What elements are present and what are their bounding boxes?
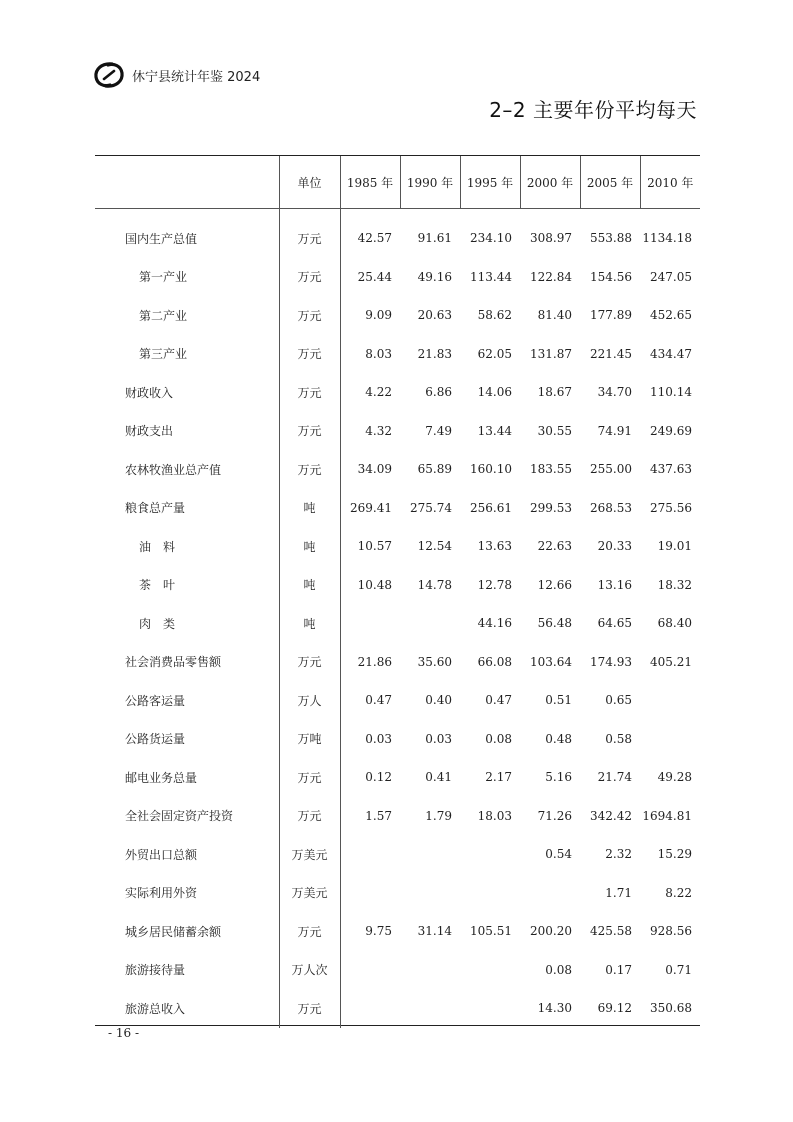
table-cell: 113.44 [470, 269, 512, 284]
table-cell: 0.12 [340, 758, 400, 797]
table-cell: 1.79 [425, 808, 452, 823]
table-cell: 0.47 [340, 681, 400, 720]
table-cell: 56.48 [537, 616, 572, 631]
table-cell: 0.51 [545, 693, 572, 708]
row-unit: 吨 [279, 527, 340, 566]
table-cell: 160.10 [470, 462, 512, 477]
row-unit: 万元 [279, 758, 340, 797]
row-unit: 万美元 [279, 874, 340, 913]
table-cell: 154.56 [590, 269, 632, 284]
table-cell: 25.44 [340, 258, 400, 297]
table-cell: 1694.81 [642, 808, 692, 823]
table-cell: 553.88 [590, 231, 632, 246]
row-label: 财政收入 [125, 385, 174, 400]
table-row [95, 720, 700, 759]
table-row [95, 373, 700, 412]
table-cell: 12.78 [477, 577, 512, 592]
table-cell: 64.65 [597, 616, 632, 631]
table-row [95, 258, 700, 297]
header-year: 2010 年 [640, 156, 700, 209]
table-row [95, 835, 700, 874]
row-label: 公路客运量 [125, 693, 186, 708]
row-label: 社会消费品零售额 [125, 655, 222, 670]
table-cell: 177.89 [590, 308, 632, 323]
table-cell: 69.12 [597, 1001, 632, 1016]
table-cell: 13.16 [597, 577, 632, 592]
table-cell: 5.16 [545, 770, 572, 785]
table-cell: 434.47 [650, 346, 692, 361]
table-cell: 0.08 [545, 962, 572, 977]
table-cell: 71.26 [537, 808, 572, 823]
table-row [95, 527, 700, 566]
row-unit: 万元 [279, 912, 340, 951]
table-cell: 2.17 [485, 770, 512, 785]
table-cell: 452.65 [650, 308, 692, 323]
table-row [95, 566, 700, 605]
table-cell: 10.57 [340, 527, 400, 566]
table-cell: 1.71 [605, 885, 632, 900]
table-cell [460, 835, 520, 874]
table-cell: 21.83 [417, 346, 452, 361]
header-corner [95, 156, 279, 209]
table-cell: 81.40 [537, 308, 572, 323]
table-body [95, 209, 700, 1028]
row-unit: 万吨 [279, 720, 340, 759]
table-row [95, 604, 700, 643]
row-label: 邮电业务总量 [125, 770, 198, 785]
yearbook-logo-icon [92, 60, 126, 90]
table-cell: 2.32 [605, 847, 632, 862]
table-cell: 105.51 [470, 924, 512, 939]
table-cell: 18.32 [657, 577, 692, 592]
table-cell: 255.00 [590, 462, 632, 477]
table-cell: 7.49 [425, 423, 452, 438]
table-cell: 0.58 [605, 731, 632, 746]
table-cell: 0.54 [545, 847, 572, 862]
table-cell: 8.03 [340, 335, 400, 374]
row-unit: 万元 [279, 209, 340, 258]
table-cell: 0.03 [425, 731, 452, 746]
table-cell: 247.05 [650, 269, 692, 284]
table-cell: 221.45 [590, 346, 632, 361]
header-year: 2005 年 [580, 156, 640, 209]
table-cell [400, 604, 460, 643]
table-cell: 103.64 [530, 654, 572, 669]
table-cell: 18.03 [477, 808, 512, 823]
table-cell: 35.60 [417, 654, 452, 669]
table-cell: 234.10 [470, 231, 512, 246]
table-cell: 299.53 [530, 500, 572, 515]
table-cell: 0.47 [485, 693, 512, 708]
table-cell: 200.20 [530, 924, 572, 939]
table-cell [640, 681, 700, 720]
table-cell: 1134.18 [642, 231, 692, 246]
header-year: 1985 年 [340, 156, 400, 209]
table-cell [340, 604, 400, 643]
table-cell: 4.32 [340, 412, 400, 451]
table-cell: 21.74 [597, 770, 632, 785]
table-cell: 49.28 [657, 770, 692, 785]
table-cell: 20.63 [417, 308, 452, 323]
row-unit: 万人 [279, 681, 340, 720]
row-label: 财政支出 [125, 424, 174, 439]
table-cell: 44.16 [477, 616, 512, 631]
table-cell: 12.54 [417, 539, 452, 554]
row-unit: 万元 [279, 989, 340, 1028]
table-cell: 0.03 [340, 720, 400, 759]
table-cell: 14.78 [417, 577, 452, 592]
row-label: 第三产业 [139, 347, 188, 362]
table-cell: 68.40 [657, 616, 692, 631]
table-cell [640, 720, 700, 759]
row-unit: 万元 [279, 797, 340, 836]
table-cell: 122.84 [530, 269, 572, 284]
table-cell: 14.30 [537, 1001, 572, 1016]
row-label: 国内生产总值 [125, 231, 198, 246]
statistics-table [95, 156, 700, 1028]
table-cell [460, 951, 520, 990]
row-label: 第二产业 [139, 308, 188, 323]
table-row [95, 489, 700, 528]
table-cell: 425.58 [590, 924, 632, 939]
page-header [92, 60, 260, 90]
table-row [95, 296, 700, 335]
table-cell: 31.14 [417, 924, 452, 939]
table-cell: 405.21 [650, 654, 692, 669]
row-label: 茶 叶 [139, 578, 176, 593]
table-cell: 34.09 [340, 450, 400, 489]
row-unit: 万元 [279, 258, 340, 297]
table-cell: 275.74 [410, 500, 452, 515]
row-label: 旅游总收入 [125, 1001, 186, 1016]
table-cell: 1.57 [340, 797, 400, 836]
table-cell: 21.86 [340, 643, 400, 682]
table-row [95, 681, 700, 720]
table-row [95, 874, 700, 913]
row-unit: 万人次 [279, 951, 340, 990]
table-cell: 350.68 [650, 1001, 692, 1016]
table-row [95, 912, 700, 951]
table-cell: 0.08 [485, 731, 512, 746]
row-label: 公路货运量 [125, 732, 186, 747]
row-unit: 万元 [279, 373, 340, 412]
table-row [95, 412, 700, 451]
header-year: 2000 年 [520, 156, 580, 209]
table-cell: 9.75 [340, 912, 400, 951]
table-cell: 49.16 [417, 269, 452, 284]
table-cell: 110.14 [650, 385, 692, 400]
table-row [95, 797, 700, 836]
table-cell: 928.56 [650, 924, 692, 939]
table-cell: 34.70 [597, 385, 632, 400]
header-year: 1995 年 [460, 156, 520, 209]
table-cell: 22.63 [537, 539, 572, 554]
table-cell: 62.05 [477, 346, 512, 361]
row-unit: 万元 [279, 643, 340, 682]
row-unit: 吨 [279, 604, 340, 643]
row-label: 全社会固定资产投资 [125, 809, 234, 824]
table-cell [400, 874, 460, 913]
table-cell: 8.22 [665, 885, 692, 900]
table-cell [340, 989, 400, 1028]
row-unit: 万元 [279, 296, 340, 335]
table-cell [400, 989, 460, 1028]
table-cell [460, 989, 520, 1028]
table-cell: 6.86 [425, 385, 452, 400]
table-row [95, 643, 700, 682]
table-cell [460, 874, 520, 913]
header-unit: 单位 [279, 156, 340, 209]
row-unit: 吨 [279, 566, 340, 605]
table-cell: 10.48 [340, 566, 400, 605]
row-label: 外贸出口总额 [125, 847, 198, 862]
table-row [95, 335, 700, 374]
table-cell: 13.44 [477, 423, 512, 438]
row-label: 实际利用外资 [125, 886, 198, 901]
row-label: 粮食总产量 [125, 501, 186, 516]
table-cell: 65.89 [417, 462, 452, 477]
table-cell: 0.17 [605, 962, 632, 977]
row-label: 农林牧渔业总产值 [125, 462, 222, 477]
table-cell: 20.33 [597, 539, 632, 554]
table-cell: 66.08 [477, 654, 512, 669]
table-cell: 19.01 [657, 539, 692, 554]
table-row [95, 209, 700, 258]
table-cell: 74.91 [597, 423, 632, 438]
table-header-row [95, 156, 700, 209]
table-cell: 256.61 [470, 500, 512, 515]
table-cell [340, 951, 400, 990]
table-cell: 0.71 [665, 962, 692, 977]
table-cell: 183.55 [530, 462, 572, 477]
table-cell: 0.40 [425, 693, 452, 708]
table-cell [400, 835, 460, 874]
row-unit: 吨 [279, 489, 340, 528]
table-cell: 9.09 [340, 296, 400, 335]
table-cell: 4.22 [340, 373, 400, 412]
row-unit: 万元 [279, 412, 340, 451]
table-cell: 58.62 [477, 308, 512, 323]
table-cell: 15.29 [657, 847, 692, 862]
table-cell [340, 874, 400, 913]
page-number: - 16 - [108, 1026, 140, 1040]
table-cell: 30.55 [537, 423, 572, 438]
table-row [95, 758, 700, 797]
table-cell: 12.66 [537, 577, 572, 592]
table-cell: 42.57 [340, 209, 400, 258]
table-row [95, 951, 700, 990]
header-year: 1990 年 [400, 156, 460, 209]
table-cell: 0.41 [425, 770, 452, 785]
table-cell: 249.69 [650, 423, 692, 438]
row-label: 第一产业 [139, 270, 188, 285]
book-title: 休宁县统计年鉴 2024 [132, 69, 261, 85]
table-row [95, 450, 700, 489]
table-cell: 0.48 [545, 731, 572, 746]
table-cell: 18.67 [537, 385, 572, 400]
table-cell: 269.41 [340, 489, 400, 528]
table-cell: 131.87 [530, 346, 572, 361]
row-label: 油 料 [139, 539, 176, 554]
statistics-table-container [95, 155, 700, 1026]
row-unit: 万元 [279, 335, 340, 374]
table-cell [400, 951, 460, 990]
row-unit: 万美元 [279, 835, 340, 874]
table-cell: 91.61 [417, 231, 452, 246]
table-cell: 437.63 [650, 462, 692, 477]
table-cell [340, 835, 400, 874]
row-label: 旅游接待量 [125, 963, 186, 978]
table-cell: 0.65 [605, 693, 632, 708]
table-cell: 14.06 [477, 385, 512, 400]
table-row [95, 989, 700, 1028]
table-cell: 174.93 [590, 654, 632, 669]
section-title: 2–2 主要年份平均每天 [489, 98, 697, 122]
row-unit: 万元 [279, 450, 340, 489]
table-cell: 13.63 [477, 539, 512, 554]
table-cell [520, 874, 580, 913]
table-cell: 342.42 [590, 808, 632, 823]
row-label: 肉 类 [139, 616, 176, 631]
table-cell: 275.56 [650, 500, 692, 515]
row-label: 城乡居民储蓄余额 [125, 924, 222, 939]
table-cell: 308.97 [530, 231, 572, 246]
table-cell: 268.53 [590, 500, 632, 515]
